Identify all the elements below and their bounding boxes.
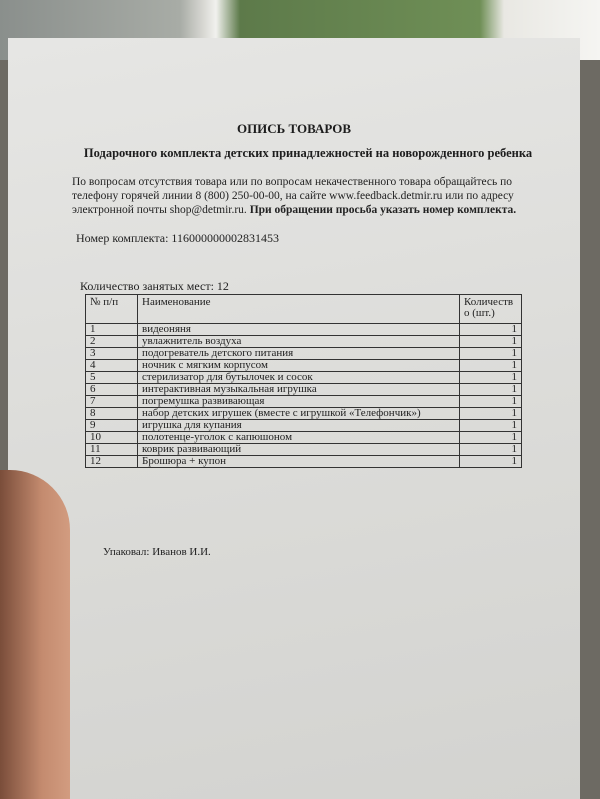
table-row: [86, 432, 522, 444]
packed-by: Упаковал: Иванов И.И.: [103, 546, 211, 558]
row-name: Брошюра + купон: [138, 456, 460, 468]
row-name: подогреватель детского питания: [138, 348, 460, 360]
row-name: игрушка для купания: [138, 420, 460, 432]
row-number: 11: [86, 444, 138, 456]
row-quantity: 1: [460, 444, 522, 456]
kit-number: Номер комплекта: 116000000002831453: [76, 231, 279, 245]
row-number: 7: [86, 396, 138, 408]
items-table: [85, 294, 522, 468]
document-subtitle: Подарочного комплекта детских принадлежностей на новорожденного ребенка: [83, 146, 533, 160]
row-quantity: 1: [460, 456, 522, 468]
row-quantity: 1: [460, 408, 522, 420]
row-number: 6: [86, 384, 138, 396]
table-row: [86, 408, 522, 420]
hand: [0, 470, 70, 799]
row-number: 10: [86, 432, 138, 444]
row-name: полотенце-уголок с капюшоном: [138, 432, 460, 444]
row-quantity: 1: [460, 348, 522, 360]
table-row: [86, 396, 522, 408]
row-quantity: 1: [460, 324, 522, 336]
row-name: погремушка развивающая: [138, 396, 460, 408]
row-number: 4: [86, 360, 138, 372]
row-name: увлажнитель воздуха: [138, 336, 460, 348]
row-quantity: 1: [460, 420, 522, 432]
row-number: 5: [86, 372, 138, 384]
header-number: № п/п: [86, 295, 138, 324]
table-row: [86, 324, 522, 336]
table-row: [86, 360, 522, 372]
row-number: 12: [86, 456, 138, 468]
table-row: [86, 444, 522, 456]
row-quantity: 1: [460, 396, 522, 408]
row-quantity: 1: [460, 432, 522, 444]
row-name: стерилизатор для бутылочек и сосок: [138, 372, 460, 384]
row-number: 1: [86, 324, 138, 336]
row-number: 2: [86, 336, 138, 348]
table-row: [86, 420, 522, 432]
contact-info: [72, 175, 522, 217]
places-count: Количество занятых мест: 12: [80, 279, 229, 293]
document-title: ОПИСЬ ТОВАРОВ: [236, 121, 352, 136]
row-name: видеоняня: [138, 324, 460, 336]
table-row: [86, 384, 522, 396]
document-sheet: [8, 38, 580, 799]
table-header: [86, 295, 522, 324]
row-name: набор детских игрушек (вместе с игрушкой «Телефончик»): [138, 408, 460, 420]
header-name: Наименование: [138, 295, 460, 324]
header-quantity: Количество (шт.): [460, 295, 522, 324]
table-row: [86, 372, 522, 384]
row-number: 8: [86, 408, 138, 420]
contact-info-bold: При обращении просьба указать номер комплекта.: [249, 204, 517, 216]
contact-info-text: По вопросам отсутствия товара или по вопросам некачественного товара обращайтесь по телефону горячей линии 8 (800) 250-00-00, на сайте www.feedback.detmir.ru или по адресу электронной почты shop@detmir.ru.: [72, 176, 514, 216]
table-row: [86, 336, 522, 348]
row-number: 3: [86, 348, 138, 360]
row-quantity: 1: [460, 384, 522, 396]
row-quantity: 1: [460, 336, 522, 348]
row-name: коврик развивающий: [138, 444, 460, 456]
row-quantity: 1: [460, 360, 522, 372]
row-number: 9: [86, 420, 138, 432]
table-row: [86, 348, 522, 360]
row-quantity: 1: [460, 372, 522, 384]
table-row: [86, 456, 522, 468]
row-name: интерактивная музыкальная игрушка: [138, 384, 460, 396]
row-name: ночник с мягким корпусом: [138, 360, 460, 372]
